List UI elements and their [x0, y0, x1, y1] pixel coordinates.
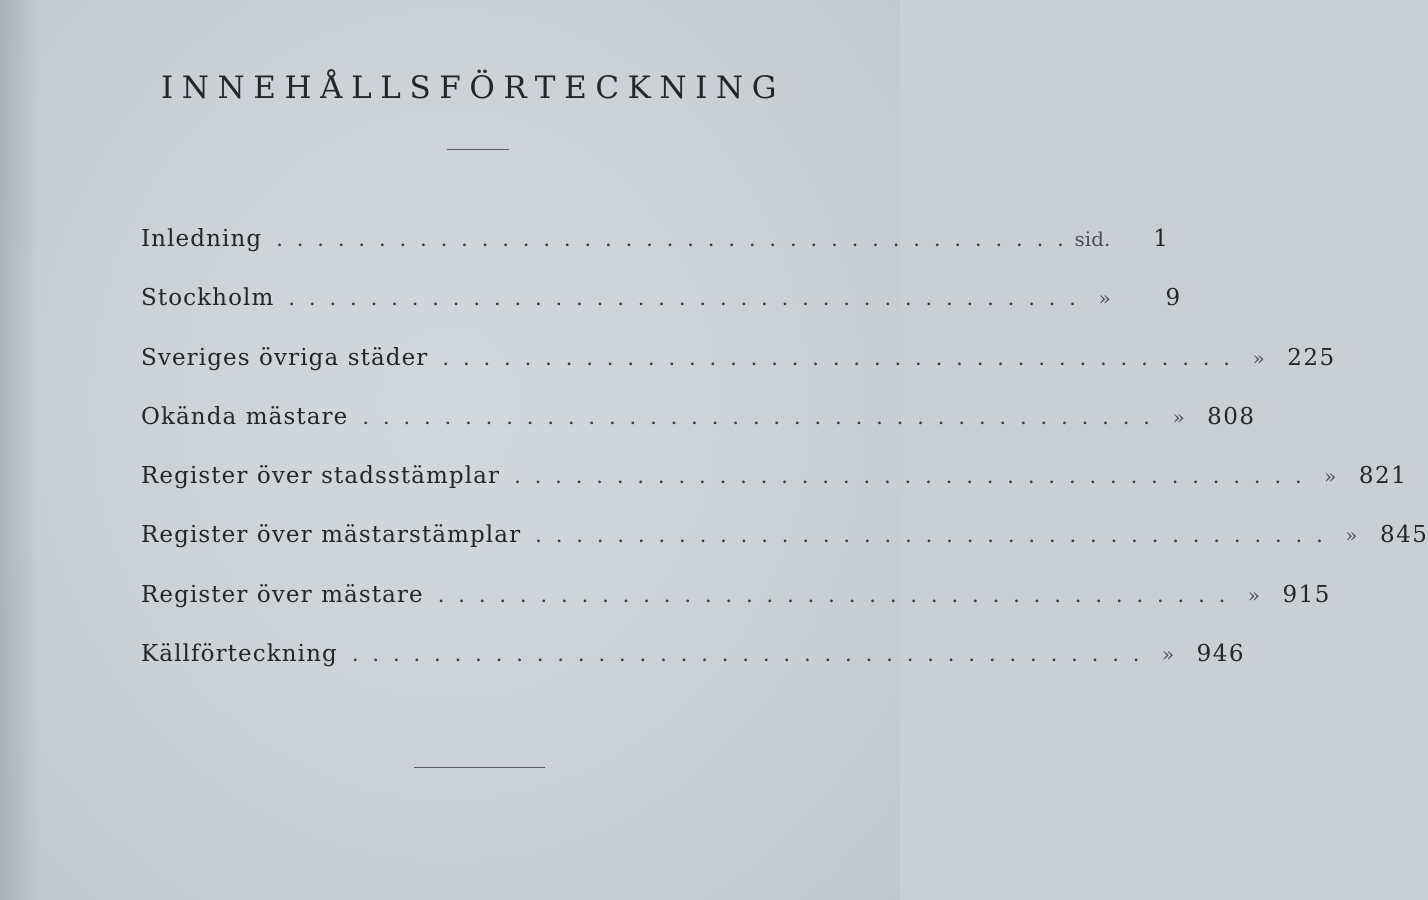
- toc-page-number: 808: [1207, 403, 1256, 430]
- toc-entry-inledning: [141, 226, 1170, 285]
- toc-page-number: 845: [1379, 522, 1428, 549]
- dot-leader: . . . . . . . . . . . . . . . . . . . . . . . . . . . . . . . . . . . . . . .: [514, 464, 1306, 489]
- toc-entry-sveriges-ovriga-stader: [141, 344, 1336, 404]
- toc-entry-register-mastarstamplar: [141, 522, 1428, 581]
- toc-entry-kallforteckning: [141, 641, 1246, 700]
- dot-leader: . . . . . . . . . . . . . . . . . . . . . . . . . . . . . . . . . . . . . . .: [288, 286, 1080, 311]
- toc-entry-title: Okända mästare: [141, 403, 349, 430]
- dot-leader: . . . . . . . . . . . . . . . . . . . . . . . . . . . . . . . . . . . . . . .: [535, 523, 1327, 548]
- dot-leader: . . . . . . . . . . . . . . . . . . . . . . . . . . . . . . . . . . . . . . .: [351, 642, 1144, 667]
- table-of-contents: [141, 226, 1428, 700]
- ditto-mark: »: [1252, 345, 1265, 370]
- toc-entry-register-stadsstamplar: [141, 463, 1408, 522]
- toc-entry-title: Stockholm: [141, 285, 275, 312]
- ditto-mark: »: [1247, 582, 1261, 607]
- toc-entry-title: Källförteckning: [141, 641, 338, 668]
- toc-entry-stockholm: [141, 285, 1182, 344]
- ditto-mark: »: [1345, 523, 1358, 548]
- toc-entry-title: Register över stadsstämplar: [141, 463, 501, 490]
- toc-page-number: 9: [1165, 285, 1182, 312]
- toc-entry-title: Inledning: [141, 226, 263, 252]
- ditto-mark: »: [1324, 464, 1337, 489]
- ditto-mark: »: [1161, 642, 1175, 667]
- page-title: INNEHÅLLSFÖRTECKNING: [160, 70, 786, 106]
- dot-leader: . . . . . . . . . . . . . . . . . . . . . . . . . . . . . . . . . . . . . . .: [437, 582, 1229, 607]
- title-divider: [447, 149, 509, 150]
- toc-page-number: 821: [1358, 463, 1408, 490]
- page-reference-label: sid.: [1074, 227, 1111, 251]
- toc-page-number: 1: [1153, 226, 1170, 252]
- ditto-mark: »: [1098, 286, 1111, 311]
- toc-page-number: 915: [1282, 581, 1331, 608]
- toc-entry-register-mastare: [141, 581, 1331, 641]
- dot-leader: . . . . . . . . . . . . . . . . . . . . . . . . . . . . . . . . . . . . . . .: [276, 227, 1068, 251]
- toc-entry-title: Register över mästare: [141, 581, 424, 608]
- toc-entry-title: Sveriges övriga städer: [141, 344, 429, 371]
- toc-page-number: 225: [1287, 344, 1336, 371]
- toc-entry-title: Register över mästarstämplar: [141, 522, 522, 549]
- toc-page-number: 946: [1196, 641, 1246, 668]
- dot-leader: . . . . . . . . . . . . . . . . . . . . . . . . . . . . . . . . . . . . . . .: [442, 345, 1234, 370]
- closing-divider: [414, 767, 545, 768]
- dot-leader: . . . . . . . . . . . . . . . . . . . . . . . . . . . . . . . . . . . . . . .: [362, 404, 1154, 429]
- ditto-mark: »: [1172, 404, 1185, 429]
- toc-entry-okanda-mastare: [141, 403, 1256, 463]
